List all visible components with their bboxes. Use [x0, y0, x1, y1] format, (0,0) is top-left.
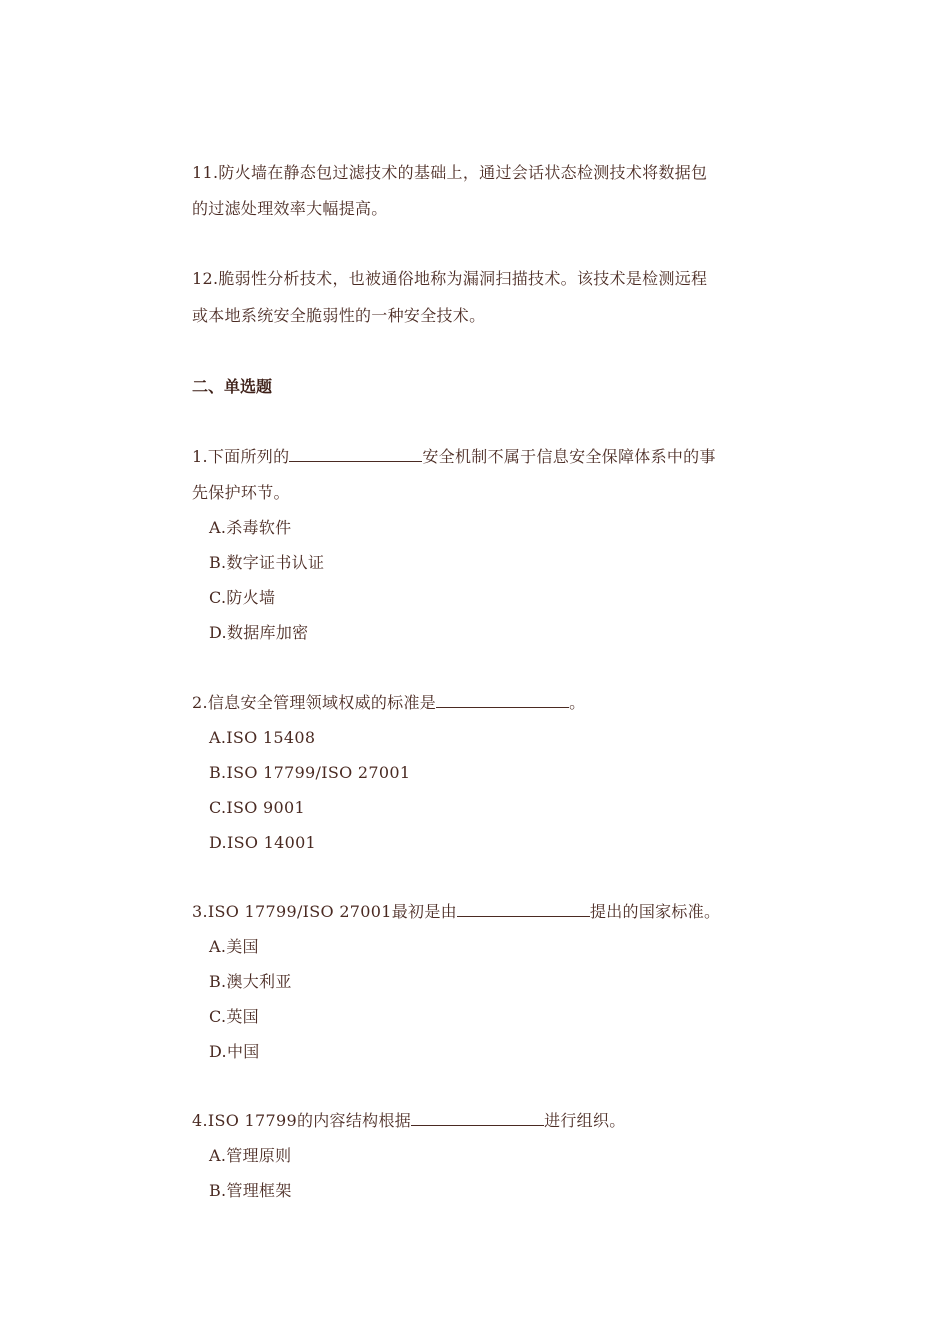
mc-question-1-option-c: C.防火墙 [209, 588, 276, 607]
mc-question-2-option-b: B.ISO 17799/ISO 27001 [209, 763, 411, 782]
mc-question-4-option-b: B.管理框架 [209, 1181, 292, 1200]
mc-question-2-after: 。 [569, 693, 586, 712]
mc-question-4-after: 进行组织。 [544, 1111, 626, 1130]
mc-question-1-option-b: B.数字证书认证 [209, 553, 325, 572]
answer-blank [411, 1110, 544, 1126]
mc-question-1-line-2: 先保护环节。 [192, 483, 290, 502]
mc-question-3-option-c: C.英国 [209, 1007, 259, 1026]
mc-question-1-after: 安全机制不属于信息安全保障体系中的事 [422, 447, 716, 466]
answer-blank [436, 692, 569, 708]
mc-question-1-before: 1.下面所列的 [192, 447, 290, 466]
mc-question-2-before: 2.信息安全管理领域权威的标准是 [192, 693, 437, 712]
answer-blank [289, 446, 422, 462]
mc-question-3-before: 3.ISO 17799/ISO 27001最初是由 [192, 902, 457, 921]
mc-question-1-option-d: D.数据库加密 [209, 623, 309, 642]
mc-question-2-option-d: D.ISO 14001 [209, 833, 317, 852]
section-heading: 二、单选题 [192, 377, 273, 396]
mc-question-3-after: 提出的国家标准。 [589, 902, 721, 921]
mc-question-4-before: 4.ISO 17799的内容结构根据 [192, 1111, 412, 1130]
answer-blank [457, 901, 590, 917]
mc-question-3-line-1 [192, 901, 720, 923]
mc-question-4-option-a: A.管理原则 [209, 1146, 292, 1165]
mc-question-1-option-a: A.杀毒软件 [209, 518, 292, 537]
mc-question-1-line-1 [192, 446, 716, 468]
mc-question-2-option-a: A.ISO 15408 [209, 728, 316, 747]
mc-question-2-line-1 [192, 692, 585, 714]
question-11-line-1: 11.防火墙在静态包过滤技术的基础上，通过会话状态检测技术将数据包 [192, 163, 708, 182]
mc-question-3-option-b: B.澳大利亚 [209, 972, 292, 991]
mc-question-3-option-d: D.中国 [209, 1042, 260, 1061]
mc-question-3-option-a: A.美国 [209, 937, 259, 956]
question-11-line-2: 的过滤处理效率大幅提高。 [192, 199, 388, 218]
question-12-line-2: 或本地系统安全脆弱性的一种安全技术。 [192, 306, 486, 325]
mc-question-2-option-c: C.ISO 9001 [209, 798, 305, 817]
mc-question-4-line-1 [192, 1110, 626, 1132]
question-12-line-1: 12.脆弱性分析技术，也被通俗地称为漏洞扫描技术。该技术是检测远程 [192, 269, 708, 288]
